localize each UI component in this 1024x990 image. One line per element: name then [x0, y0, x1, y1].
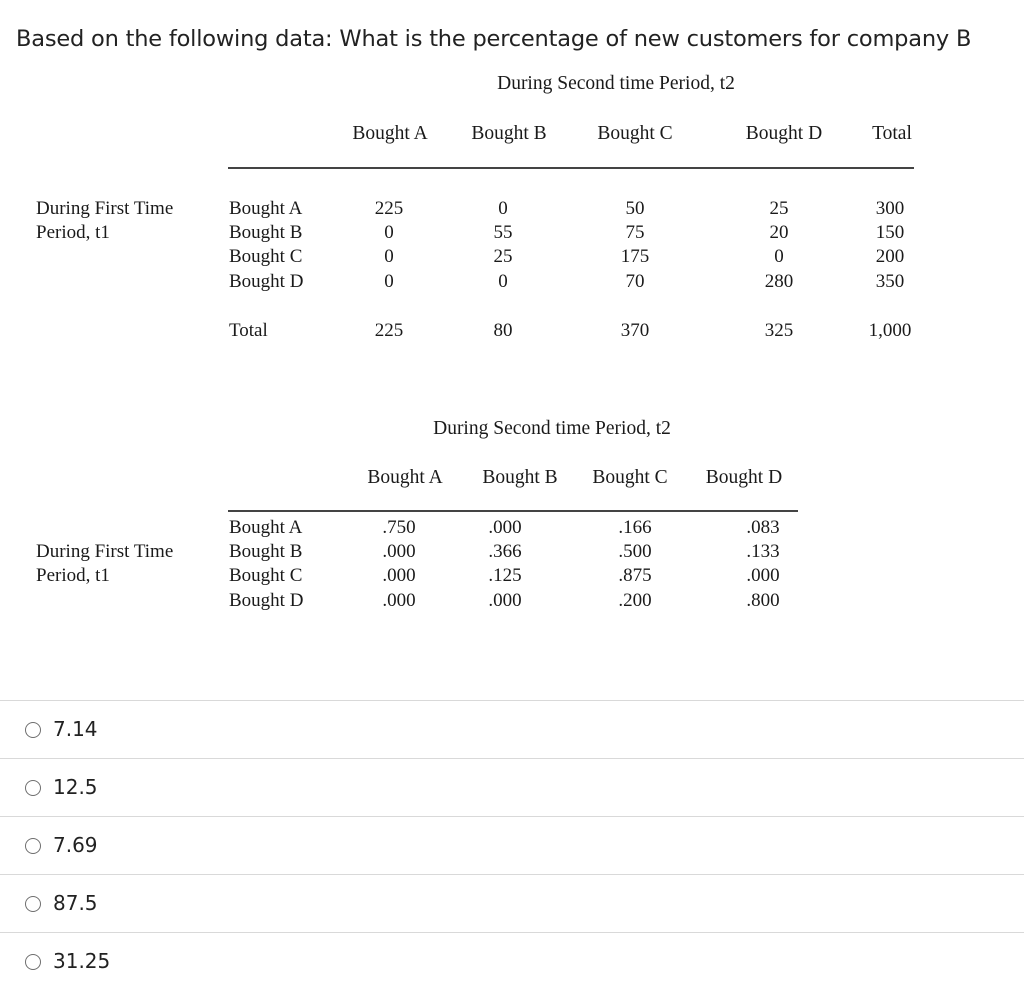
- t2-cell: .000: [746, 565, 780, 586]
- t2-cell: .366: [488, 541, 522, 562]
- answer-option-label[interactable]: 12.5: [53, 775, 98, 799]
- t2-cell: .000: [488, 590, 522, 611]
- t1-cell: 0: [384, 271, 394, 292]
- t1-cell: 175: [620, 246, 650, 267]
- t2-cell: .500: [618, 541, 652, 562]
- t1-period2-label: During Second time Period, t2: [497, 73, 735, 94]
- t1-cell: 350: [875, 271, 905, 292]
- t1-col-header: Total: [872, 123, 912, 144]
- t1-total-cell: 370: [620, 320, 650, 341]
- t2-header-rule: [228, 510, 798, 512]
- radio-button-icon[interactable]: [25, 780, 41, 796]
- t2-row-label: Bought C: [229, 565, 303, 586]
- answer-option[interactable]: [0, 816, 1024, 874]
- t2-cell: .750: [382, 517, 416, 538]
- question-text: Based on the following data: What is the percentage of new customers for company B: [16, 26, 972, 52]
- t1-period1-label-line2: Period, t1: [36, 222, 110, 243]
- t1-cell: 25: [769, 198, 789, 219]
- t1-cell: 200: [875, 246, 905, 267]
- radio-button-icon[interactable]: [25, 896, 41, 912]
- t2-cell: .000: [382, 541, 416, 562]
- t1-cell: 25: [493, 246, 513, 267]
- t1-cell: 0: [384, 246, 394, 267]
- t2-cell: .083: [746, 517, 780, 538]
- t1-col-header: Bought C: [597, 123, 673, 144]
- t1-row-label: Bought C: [229, 246, 303, 267]
- t2-period2-label: During Second time Period, t2: [433, 418, 671, 439]
- t1-cell: 55: [493, 222, 513, 243]
- t1-cell: 70: [625, 271, 645, 292]
- t1-row-label: Bought A: [229, 198, 303, 219]
- answer-option-label[interactable]: 31.25: [53, 949, 111, 973]
- t2-cell: .000: [382, 590, 416, 611]
- t2-cell: .800: [746, 590, 780, 611]
- t2-period1-label-line2: Period, t1: [36, 565, 110, 586]
- t1-total-cell: 325: [764, 320, 794, 341]
- t1-col-header: Bought A: [352, 123, 428, 144]
- t1-total-cell: 225: [374, 320, 404, 341]
- t2-row-label: Bought B: [229, 541, 303, 562]
- t2-col-header: Bought D: [705, 467, 783, 488]
- t1-cell: 20: [769, 222, 789, 243]
- answer-option-label[interactable]: 7.69: [53, 833, 98, 857]
- t1-cell: 50: [625, 198, 645, 219]
- answer-option[interactable]: [0, 874, 1024, 932]
- radio-button-icon[interactable]: [25, 722, 41, 738]
- t1-row-label: Bought D: [229, 271, 304, 292]
- radio-button-icon[interactable]: [25, 838, 41, 854]
- t2-col-header: Bought B: [482, 467, 558, 488]
- t1-cell: 150: [875, 222, 905, 243]
- answer-option[interactable]: [0, 932, 1024, 990]
- t1-cell: 0: [384, 222, 394, 243]
- t2-row-label: Bought D: [229, 590, 304, 611]
- radio-button-icon[interactable]: [25, 954, 41, 970]
- t2-cell: .166: [618, 517, 652, 538]
- t2-cell: .125: [488, 565, 522, 586]
- t1-row-label: Bought B: [229, 222, 303, 243]
- t1-cell: 225: [374, 198, 404, 219]
- t1-total-cell: 80: [493, 320, 513, 341]
- t1-period1-label-line1: During First Time: [36, 198, 174, 219]
- t2-col-header: Bought C: [592, 467, 668, 488]
- t1-cell: 300: [875, 198, 905, 219]
- answer-options: [0, 700, 1024, 990]
- t2-cell: .875: [618, 565, 652, 586]
- t1-cell: 0: [498, 271, 508, 292]
- answer-option-label[interactable]: 7.14: [53, 717, 98, 741]
- t1-col-header: Bought D: [745, 123, 823, 144]
- t2-cell: .000: [382, 565, 416, 586]
- t2-cell: .200: [618, 590, 652, 611]
- t2-cell: .133: [746, 541, 780, 562]
- t1-cell: 0: [498, 198, 508, 219]
- t1-total-label: Total: [229, 320, 268, 341]
- answer-option-label[interactable]: 87.5: [53, 891, 98, 915]
- answer-option[interactable]: [0, 700, 1024, 758]
- t1-cell: 280: [764, 271, 794, 292]
- t1-total-cell: 1,000: [868, 320, 912, 341]
- t1-col-header: Bought B: [471, 123, 547, 144]
- t1-cell: 0: [774, 246, 784, 267]
- answer-option[interactable]: [0, 758, 1024, 816]
- t2-row-label: Bought A: [229, 517, 303, 538]
- t2-col-header: Bought A: [367, 467, 443, 488]
- t2-period1-label-line1: During First Time: [36, 541, 174, 562]
- t2-cell: .000: [488, 517, 522, 538]
- t1-header-rule: [228, 167, 914, 169]
- t1-cell: 75: [625, 222, 645, 243]
